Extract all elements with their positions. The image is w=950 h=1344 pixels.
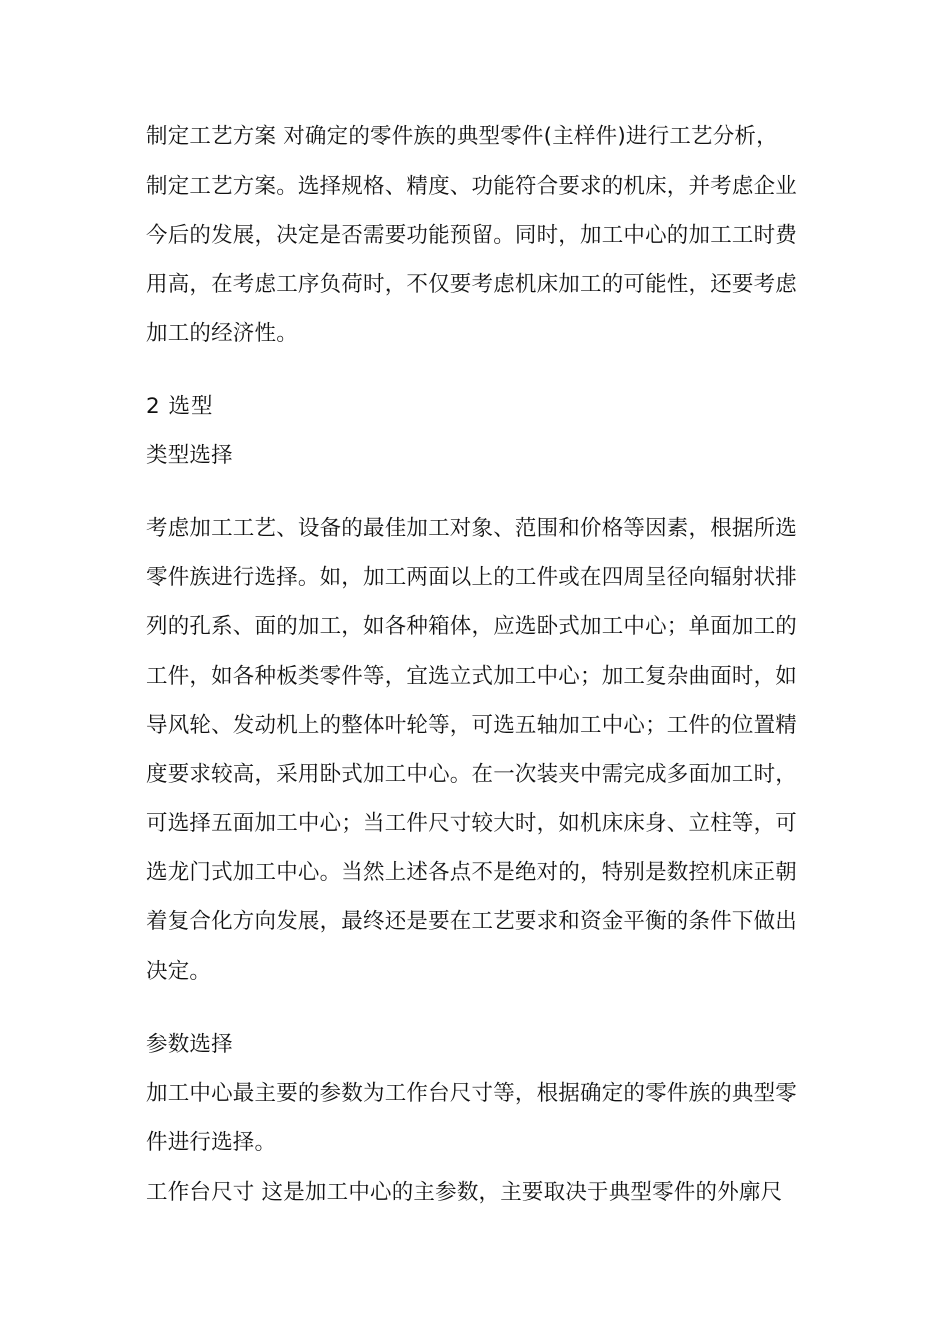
paragraph-2-line: 选龙门式加工中心。当然上述各点不是绝对的，特别是数控机床正朝 [146,860,798,885]
paragraph-2-line: 零件族进行选择。如，加工两面以上的工件或在四周呈径向辐射状排 [146,565,798,590]
paragraph-2-line: 着复合化方向发展，最终还是要在工艺要求和资金平衡的条件下做出 [146,909,798,934]
paragraph-1-line: 制定工艺方案。选择规格、精度、功能符合要求的机床，并考虑企业 [146,174,798,199]
paragraph-2-line: 可选择五面加工中心；当工件尺寸较大时，如机床床身、立柱等，可 [146,811,798,836]
paragraph-2-line: 列的孔系、面的加工，如各种箱体，应选卧式加工中心；单面加工的 [146,614,798,639]
paragraph-1-line: 今后的发展，决定是否需要功能预留。同时，加工中心的加工工时费 [146,223,798,248]
paragraph-3-line: 加工中心最主要的参数为工作台尺寸等，根据确定的零件族的典型零 [146,1081,798,1106]
section-heading: 2 选型 [146,394,214,419]
paragraph-2-line: 考虑加工工艺、设备的最佳加工对象、范围和价格等因素，根据所选 [146,516,798,541]
paragraph-1-line: 制定工艺方案 对确定的零件族的典型零件(主样件)进行工艺分析， [146,124,778,149]
paragraph-4-line: 工作台尺寸 这是加工中心的主参数，主要取决于典型零件的外廓尺 [146,1180,783,1205]
subheading-type-selection: 类型选择 [146,443,233,468]
paragraph-2-line: 工件，如各种板类零件等，宜选立式加工中心；加工复杂曲面时，如 [146,664,798,689]
paragraph-2-line: 决定。 [146,959,212,984]
subheading-parameter-selection: 参数选择 [146,1032,233,1057]
paragraph-1-line: 用高，在考虑工序负荷时，不仅要考虑机床加工的可能性，还要考虑 [146,272,798,297]
paragraph-2-line: 导风轮、发动机上的整体叶轮等，可选五轴加工中心；工件的位置精 [146,713,798,738]
paragraph-1-line: 加工的经济性。 [146,321,298,346]
paragraph-2-line: 度要求较高，采用卧式加工中心。在一次装夹中需完成多面加工时， [146,762,798,787]
paragraph-3-line: 件进行选择。 [146,1130,277,1155]
